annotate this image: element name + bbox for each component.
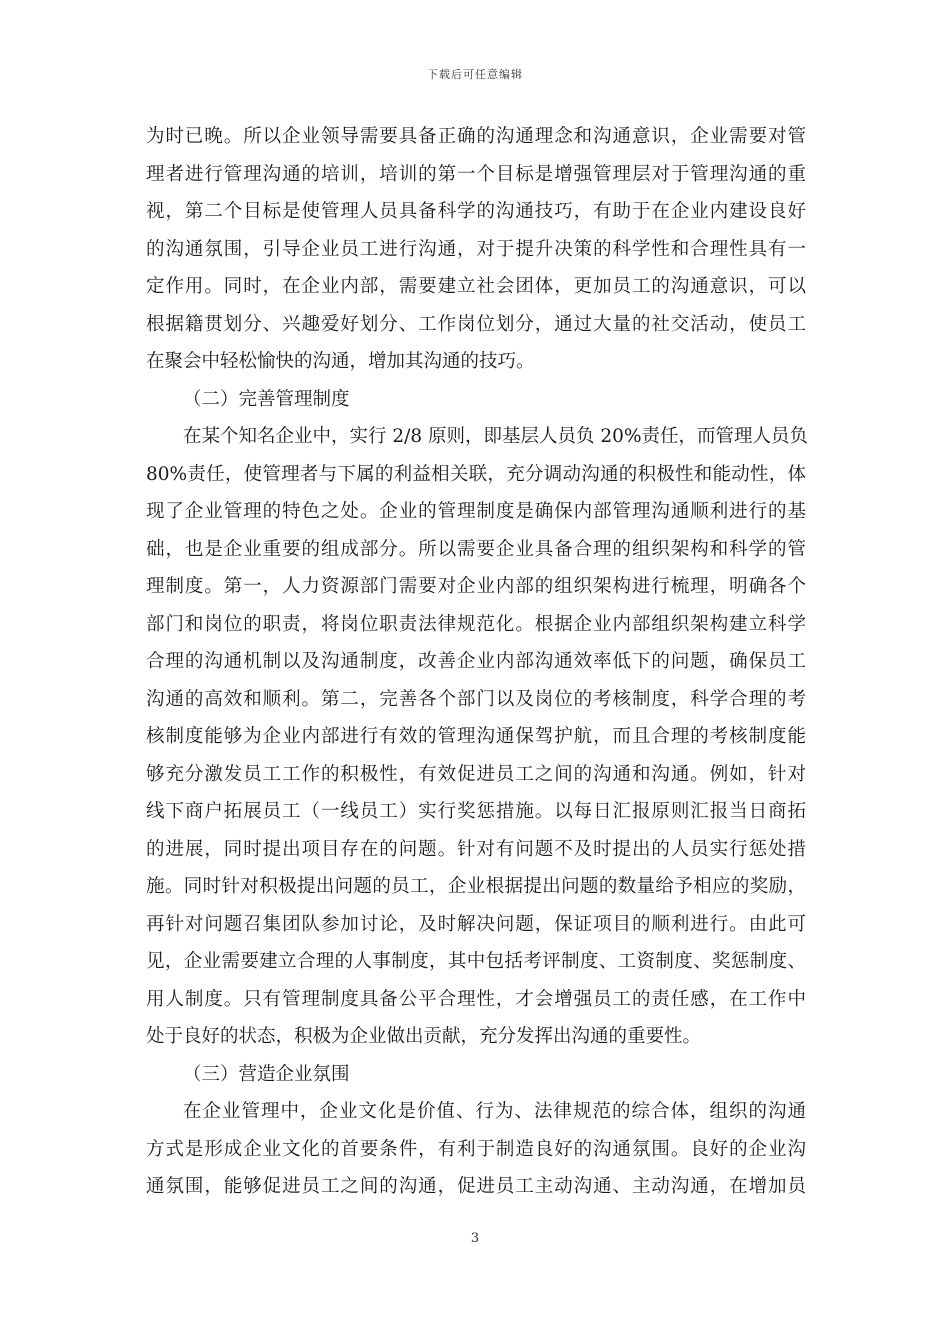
body-line: 在某个知名企业中，实行 2/8 原则，即基层人员负 20%责任，而管理人员负: [183, 426, 809, 447]
body-line: 线下商户拓展员工（一线员工）实行奖惩措施。以每日汇报原则汇报当日商拓: [146, 801, 806, 822]
body-line: 合理的沟通机制以及沟通制度，改善企业内部沟通效率低下的问题，确保员工: [146, 651, 806, 672]
page-header: 下载后可任意编辑: [427, 68, 523, 81]
body-line: 沟通的高效和顺利。第二，完善各个部门以及岗位的考核制度，科学合理的考: [146, 688, 806, 710]
body-line: 的进展，同时提出项目存在的问题。针对有问题不及时提出的人员实行惩处措: [146, 838, 806, 860]
body-line: 为时已晚。所以企业领导需要具备正确的沟通理念和沟通意识，企业需要对管: [146, 126, 806, 147]
section-heading: （二）完善管理制度: [183, 388, 350, 410]
section-heading: （三）营造企业氛围: [183, 1063, 350, 1085]
body-line: 方式是形成企业文化的首要条件，有利于制造良好的沟通氛围。良好的企业沟: [146, 1138, 806, 1160]
body-line: 根据籍贯划分、兴趣爱好划分、工作岗位划分，通过大量的社交活动，使员工: [146, 313, 806, 335]
page-number: 3: [470, 1231, 480, 1246]
body-line: 的沟通氛围，引导企业员工进行沟通，对于提升决策的科学性和合理性具有一: [146, 238, 806, 260]
document-body: [146, 118, 809, 1206]
body-line: 现了企业管理的特色之处。企业的管理制度是确保内部管理沟通顺利进行的基: [146, 501, 806, 522]
body-line: 部门和岗位的职责，将岗位职责法律规范化。根据企业内部组织架构建立科学: [146, 613, 806, 635]
body-line: 核制度能够为企业内部进行有效的管理沟通保驾护航，而且合理的考核制度能: [146, 726, 806, 747]
body-line: 定作用。同时，在企业内部，需要建立社会团体，更加员工的沟通意识，可以: [146, 276, 806, 297]
body-line: 在聚会中轻松愉快的沟通，增加其沟通的技巧。: [146, 351, 535, 372]
body-line: 用人制度。只有管理制度具备公平合理性，才会增强员工的责任感，在工作中: [146, 988, 806, 1010]
body-line: 在企业管理中，企业文化是价值、行为、法律规范的综合体，组织的沟通: [183, 1101, 806, 1122]
body-line: 见，企业需要建立合理的人事制度，其中包括考评制度、工资制度、奖惩制度、: [146, 951, 806, 972]
body-line: 80%责任，使管理者与下属的利益相关联，充分调动沟通的积极性和能动性，体: [146, 463, 806, 485]
body-line: 处于良好的状态，积极为企业做出贡献，充分发挥出沟通的重要性。: [146, 1026, 702, 1047]
body-line: 础，也是企业重要的组成部分。所以需要企业具备合理的组织架构和科学的管: [146, 538, 806, 560]
body-line: 够充分激发员工工作的积极性，有效促进员工之间的沟通和沟通。例如，针对: [146, 763, 806, 785]
body-line: 再针对问题召集团队参加讨论，及时解决问题，保证项目的顺利进行。由此可: [146, 913, 806, 935]
body-line: 理制度。第一，人力资源部门需要对企业内部的组织架构进行梳理，明确各个: [146, 576, 806, 597]
body-line: 通氛围，能够促进员工之间的沟通，促进员工主动沟通、主动沟通，在增加员: [146, 1176, 806, 1197]
body-line: 施。同时针对积极提出问题的员工，企业根据提出问题的数量给予相应的奖励，: [146, 876, 806, 897]
body-line: 理者进行管理沟通的培训，培训的第一个目标是增强管理层对于管理沟通的重: [146, 163, 806, 185]
body-line: 视，第二个目标是使管理人员具备科学的沟通技巧，有助于在企业内建设良好: [146, 201, 806, 222]
